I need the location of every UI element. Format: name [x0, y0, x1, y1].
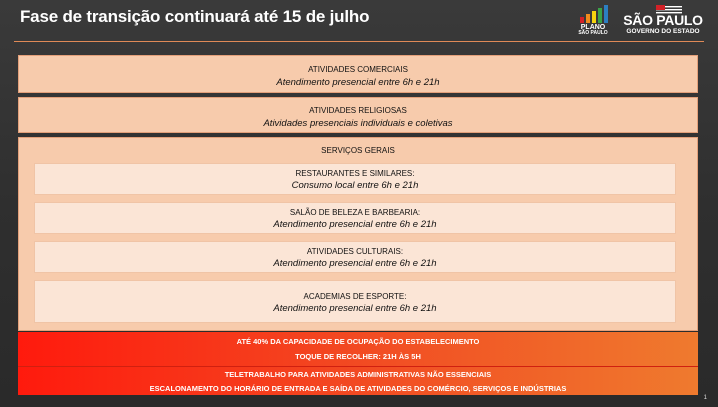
service-detail: Atendimento presencial entre 6h e 21h	[273, 303, 437, 314]
sp-logo-subtitle: GOVERNO DO ESTADO	[626, 28, 700, 35]
banner-capacity-curfew	[18, 332, 698, 366]
header-divider	[14, 41, 704, 42]
plano-bars-icon	[580, 5, 608, 23]
section-detail: Atendimento presencial entre 6h e 21h	[276, 77, 440, 88]
service-detail: Atendimento presencial entre 6h e 21h	[273, 219, 437, 230]
plano-logo-text: PLANO	[580, 24, 606, 31]
section-heading: ATIVIDADES COMERCIAIS	[308, 65, 408, 74]
service-heading: RESTAURANTES E SIMILARES:	[295, 169, 415, 178]
section-heading: ATIVIDADES RELIGIOSAS	[309, 106, 407, 115]
page-number: 1	[703, 395, 707, 401]
service-detail: Consumo local entre 6h e 21h	[291, 180, 419, 191]
section-atividades-religiosas	[18, 97, 698, 133]
banner-line: ESCALONAMENTO DO HORÁRIO DE ENTRADA E SAÍDA DE ATIVIDADES DO COMÉRCIO, SERVIÇOS E INDÚSTRIAS	[149, 384, 567, 393]
banner-teletrabalho	[18, 366, 698, 395]
service-item-atividades-culturais	[34, 241, 676, 273]
plano-logo-subtext: SÃO PAULO	[578, 30, 608, 36]
service-detail: Atendimento presencial entre 6h e 21h	[273, 258, 437, 269]
service-heading: SALÃO DE BELEZA E BARBEARIA:	[289, 208, 421, 217]
banner-line: ATÉ 40% DA CAPACIDADE DE OCUPAÇÃO DO ESTABELECIMENTO	[236, 337, 480, 346]
banner-line: TELETRABALHO PARA ATIVIDADES ADMINISTRATIVAS NÃO ESSENCIAIS	[224, 370, 492, 379]
governo-sp-logo	[618, 5, 708, 37]
page-title: Fase de transição continuará até 15 de julho	[20, 7, 370, 26]
service-heading: ACADEMIAS DE ESPORTE:	[303, 292, 407, 301]
sp-logo-name: SÃO PAULO	[623, 12, 703, 28]
service-item-salao-beleza	[34, 202, 676, 234]
service-heading: ATIVIDADES CULTURAIS:	[306, 247, 404, 256]
section-servicos-gerais	[18, 137, 698, 331]
banner-line: TOQUE DE RECOLHER: 21H ÀS 5H	[295, 352, 421, 361]
service-item-restaurantes	[34, 163, 676, 195]
section-atividades-comerciais	[18, 55, 698, 93]
service-item-academias	[34, 280, 676, 323]
plano-sao-paulo-logo	[575, 5, 611, 37]
section-detail: Atividades presenciais individuais e coletivas	[263, 118, 453, 129]
section-heading: SERVIÇOS GERAIS	[321, 146, 395, 155]
